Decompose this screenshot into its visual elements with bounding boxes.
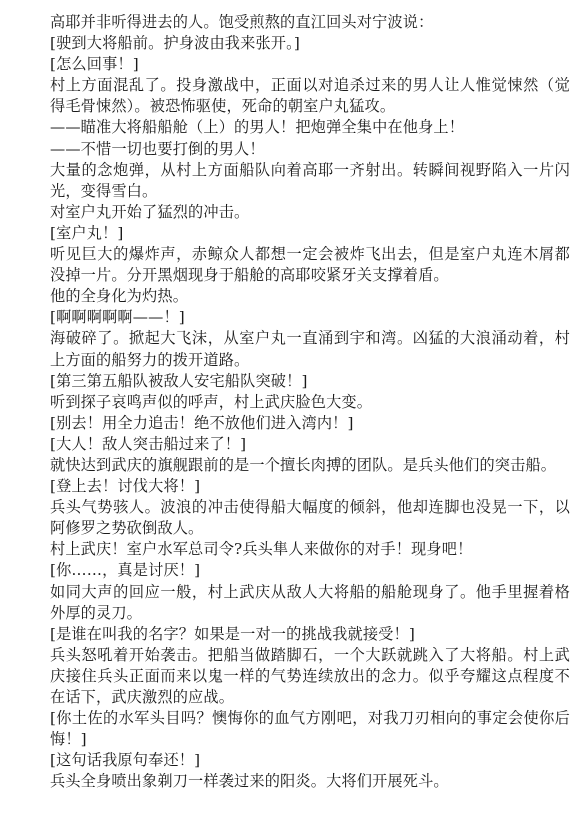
dialogue-line: [第三第五船队被敌人安宅船队突破！] [50, 371, 308, 390]
document-page [50, 12, 570, 792]
dialogue-line: [是谁在叫我的名字？如果是一对一的挑战我就接受！] [50, 624, 415, 643]
dialogue-line: [啊啊啊啊啊——！] [50, 308, 185, 327]
paragraph: ——瞄准大将船船舱（上）的男人！把炮弹全集中在他身上！ [50, 118, 465, 137]
paragraph: 高耶并非听得进去的人。饱受煎熬的直江回头对宁波说： [50, 13, 434, 31]
dialogue-line: [这句话我原句奉还！] [50, 751, 201, 770]
paragraph: 如同大声的回应一般，村上武庆从敌人大将船的船舱现身了。他手里握着格外厚的灵刀。 [50, 582, 570, 622]
dialogue-line: [你……，真是讨厌！] [50, 561, 201, 580]
paragraph: 听见巨大的爆炸声，赤鲸众人都想一定会被炸飞出去，但是室户丸连木屑都没掉一片。分开黑烟现身于船舱的高耶咬紧牙关支撑着盾。 [50, 245, 570, 285]
paragraph: 他的全身化为灼热。 [50, 287, 189, 306]
dialogue-line: [怎么回事！] [50, 55, 139, 74]
dialogue-line: [你土佐的水军头目吗？懊悔你的血气方刚吧，对我刀刃相向的事定会使你后悔！] [50, 709, 570, 749]
paragraph: 村上武庆！室户水军总司令?兵头隼人来做你的对手！现身吧！ [50, 540, 473, 559]
paragraph: 村上方面混乱了。投身激战中，正面以对追杀过来的男人让人惟觉悚然（觉得毛骨悚然）。被恐怖驱使，死命的朝室户丸猛攻。 [50, 76, 570, 116]
paragraph: 大量的念炮弹，从村上方面船队向着高耶一齐射出。转瞬间视野陷入一片闪光，变得雪白。 [50, 160, 570, 200]
paragraph: ——不惜一切也要打倒的男人！ [50, 139, 265, 158]
dialogue-line: [登上去！讨伐大将！] [50, 477, 201, 496]
paragraph: 听到探子哀鸣声似的呼声，村上武庆脸色大变。 [50, 392, 373, 411]
paragraph: 兵头全身喷出象剃刀一样袭过来的阳炎。大将们开展死斗。 [50, 772, 449, 791]
dialogue-line: [室户丸！] [50, 223, 124, 242]
dialogue-line: [驶到大将船前。护身波由我来张开。] [50, 34, 300, 53]
paragraph: 就快达到武庆的旗舰跟前的是一个擅长肉搏的团队。是兵头他们的突击船。 [50, 455, 557, 474]
paragraph: 对室户丸开始了猛烈的冲击。 [50, 202, 250, 221]
dialogue-line: [别去！用全力追击！绝不放他们进入湾内！] [50, 413, 354, 432]
dialogue-line: [大人！敌人突击船过来了！] [50, 434, 247, 453]
paragraph: 海破碎了。掀起大飞沫，从室户丸一直涌到宇和湾。凶猛的大浪涌动着，村上方面的船努力的拨开道路。 [50, 329, 570, 369]
paragraph: 兵头怒吼着开始袭击。把船当做踏脚石，一个大跃就跳入了大将船。村上武庆接住兵头正面而来以鬼一样的气势连续放出的念力。似乎夸耀这点程度不在话下，武庆激烈的应战。 [50, 645, 570, 706]
paragraph: 兵头气势骇人。波浪的冲击使得船大幅度的倾斜，他却连脚也没晃一下，以阿修罗之势砍倒敌人。 [50, 498, 570, 538]
